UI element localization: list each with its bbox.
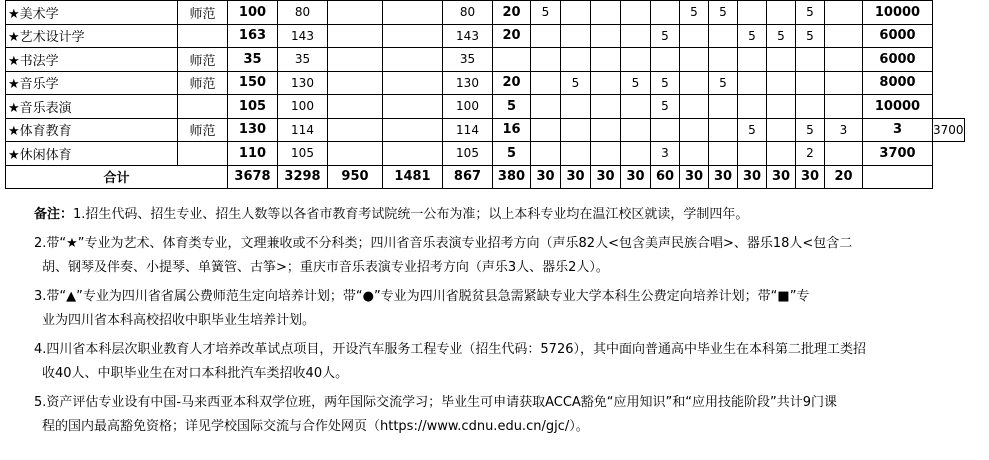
table-cell: 35 [443,48,493,72]
table-cell [531,95,561,119]
table-cell [383,48,443,72]
major-type-cell [178,142,228,166]
table-cell: 5 [738,118,767,142]
table-cell [651,48,680,72]
note-2-line-2: 胡、钢琴及伴奏、小提琴、单簧管、古筝>；重庆市音乐表演专业招考方向（声乐3人、器乐2人）。 [42,260,609,275]
table-cell: 5 [796,118,825,142]
total-cell: 30 [591,165,621,189]
table-cell [680,48,709,72]
table-cell: 20 [493,71,531,95]
major-type-cell: 师范 [178,118,228,142]
total-cell [863,165,933,189]
note-2-line-1: 2.带“★”专业为艺术、体育类专业，文理兼收或不分科类；四川省音乐表演专业招考方向（声乐82人<包含美声民族合唱>、器乐18人<包含二 [34,235,853,251]
note-4-line-1: 4.四川省本科层次职业教育人才培养改革试点项目，开设汽车服务工程专业（招生代码：5726），其中面向普通高中毕业生在本科第二批理工类招 [34,341,866,357]
major-name-cell: ★美术学 [6,1,178,25]
table-cell [825,142,863,166]
table-cell [591,95,621,119]
total-cell: 1481 [383,165,443,189]
table-cell: 100 [278,95,328,119]
table-cell: 5 [767,24,796,48]
table-cell [591,24,621,48]
table-cell [531,118,561,142]
table-cell: 5 [493,95,531,119]
table-cell [709,48,738,72]
table-cell: 35 [228,48,278,72]
total-cell: 3678 [228,165,278,189]
table-cell [328,24,383,48]
table-cell [796,95,825,119]
table-cell: 16 [493,118,531,142]
table-cell [328,71,383,95]
table-cell [767,142,796,166]
table-cell [767,95,796,119]
table-cell [383,118,443,142]
note-3-line-2: 业为四川省本科高校招收中职毕业生培养计划。 [42,313,316,328]
major-name-cell: ★休闲体育 [6,142,178,166]
table-cell [796,71,825,95]
table-cell: 105 [443,142,493,166]
total-cell: 950 [328,165,383,189]
major-name-cell: ★艺术设计学 [6,24,178,48]
table-row [6,1,965,25]
table-cell: 5 [493,142,531,166]
table-cell [738,95,767,119]
table-cell [591,71,621,95]
total-cell: 380 [493,165,531,189]
table-row [6,24,965,48]
note-2 [34,232,974,281]
table-cell [680,142,709,166]
table-cell [328,95,383,119]
table-cell [680,118,709,142]
table-cell [738,142,767,166]
table-cell: 35 [278,48,328,72]
total-cell: 867 [443,165,493,189]
table-cell: 5 [531,1,561,25]
table-cell [561,48,591,72]
enrollment-table [5,0,965,189]
table-cell: 5 [680,1,709,25]
table-cell: 5 [709,1,738,25]
total-cell: 30 [738,165,767,189]
table-cell [621,95,651,119]
table-cell: 143 [278,24,328,48]
table-cell: 3700 [933,118,965,142]
table-cell [825,24,863,48]
table-cell [621,118,651,142]
table-row [6,142,965,166]
table-cell: 114 [278,118,328,142]
table-cell: 143 [443,24,493,48]
table-cell: 6000 [863,48,933,72]
table-cell [680,24,709,48]
table-cell [591,1,621,25]
table-cell [383,71,443,95]
note-5-line-2: 程的国内最高豁免资格；详见学校国际交流与合作处网页（https://www.cdnu.edu.cn/gjc/）。 [42,419,589,434]
table-cell [738,48,767,72]
table-cell: 10000 [863,1,933,25]
major-type-cell: 师范 [178,1,228,25]
table-cell [709,118,738,142]
table-cell [621,1,651,25]
table-cell [531,71,561,95]
total-label: 合计 [6,165,228,189]
table-cell [561,1,591,25]
table-cell [767,118,796,142]
table-cell: 5 [651,71,680,95]
table-cell [493,48,531,72]
table-cell: 3700 [863,142,933,166]
table-cell: 130 [278,71,328,95]
table-cell: 105 [228,95,278,119]
table-cell [767,1,796,25]
table-cell: 3 [651,142,680,166]
table-cell: 10000 [863,95,933,119]
table-cell: 20 [493,24,531,48]
table-cell [591,48,621,72]
table-cell [738,1,767,25]
table-cell [561,24,591,48]
table-cell: 5 [621,71,651,95]
table-cell: 3 [825,118,863,142]
table-cell [680,95,709,119]
total-cell: 30 [531,165,561,189]
table-cell [767,48,796,72]
table-cell: 6000 [863,24,933,48]
table-cell [680,71,709,95]
major-type-cell: 师范 [178,48,228,72]
note-1 [34,203,974,228]
total-cell: 30 [561,165,591,189]
table-cell: 110 [228,142,278,166]
table-cell: 5 [651,24,680,48]
table-cell: 5 [738,24,767,48]
major-name-cell: ★体育教育 [6,118,178,142]
table-cell [328,142,383,166]
total-cell: 30 [767,165,796,189]
table-cell: 5 [796,24,825,48]
table-cell: 80 [278,1,328,25]
table-cell [591,142,621,166]
table-cell [561,95,591,119]
table-cell [738,71,767,95]
table-cell: 5 [651,95,680,119]
major-name-cell: ★音乐表演 [6,95,178,119]
total-row [6,165,965,189]
table-cell [825,48,863,72]
table-cell [651,1,680,25]
total-cell: 30 [796,165,825,189]
table-row [6,118,965,142]
table-cell: 150 [228,71,278,95]
table-cell [825,95,863,119]
table-cell [531,142,561,166]
table-cell [621,48,651,72]
table-cell: 105 [278,142,328,166]
table-cell [328,118,383,142]
total-cell: 3298 [278,165,328,189]
table-cell: 163 [228,24,278,48]
total-cell: 30 [709,165,738,189]
note-4 [34,338,974,387]
table-cell: 100 [443,95,493,119]
table-cell [621,142,651,166]
table-cell: 130 [443,71,493,95]
major-name-cell: ★音乐学 [6,71,178,95]
table-body [6,1,965,189]
major-type-cell: 师范 [178,71,228,95]
table-cell [651,118,680,142]
table-cell [709,24,738,48]
table-cell: 114 [443,118,493,142]
table-cell [531,24,561,48]
table-cell [531,48,561,72]
table-cell [383,95,443,119]
table-cell: 80 [443,1,493,25]
table-cell [383,24,443,48]
table-cell: 5 [561,71,591,95]
table-cell: 2 [796,142,825,166]
major-name-cell: ★书法学 [6,48,178,72]
note-5 [34,391,974,440]
table-cell: 100 [228,1,278,25]
major-type-cell [178,95,228,119]
table-cell [709,95,738,119]
table-cell [825,1,863,25]
table-cell: 130 [228,118,278,142]
total-cell: 30 [680,165,709,189]
total-cell: 30 [621,165,651,189]
note-1-text: 1.招生代码、招生专业、招生人数等以各省市教育考试院统一公布为准；以上本科专业均在温江校区就读，学制四年。 [73,207,749,222]
table-row [6,48,965,72]
table-cell [328,1,383,25]
table-cell [796,48,825,72]
table-cell: 8000 [863,71,933,95]
table-cell [561,142,591,166]
table-row [6,71,965,95]
notes-label: 备注： [34,207,74,222]
notes-section [34,203,974,444]
table-cell [709,142,738,166]
total-cell: 60 [651,165,680,189]
table-cell [825,71,863,95]
table-cell [328,48,383,72]
table-cell [767,71,796,95]
table-row [6,95,965,119]
table-cell [561,118,591,142]
table-cell [383,142,443,166]
note-5-line-1: 5.资产评估专业设有中国-马来西亚本科双学位班，两年国际交流学习；毕业生可申请获取ACCA豁免“应用知识”和“应用技能阶段”共计9门课 [34,394,838,410]
total-cell: 20 [825,165,863,189]
table-cell: 20 [493,1,531,25]
table-cell [591,118,621,142]
table-cell: 5 [709,71,738,95]
table-cell: 5 [796,1,825,25]
major-type-cell [178,24,228,48]
note-3 [34,285,974,334]
note-4-line-2: 收40人、中职毕业生在对口本科批汽车类招收40人。 [42,366,349,381]
table-cell: 3 [863,118,933,142]
table-cell [621,24,651,48]
table-cell [383,1,443,25]
note-3-line-1: 3.带“▲”专业为四川省省属公费师范生定向培养计划；带“●”专业为四川省脱贫县急需紧缺专业大学本科生公费定向培养计划；带“■”专 [34,288,810,304]
